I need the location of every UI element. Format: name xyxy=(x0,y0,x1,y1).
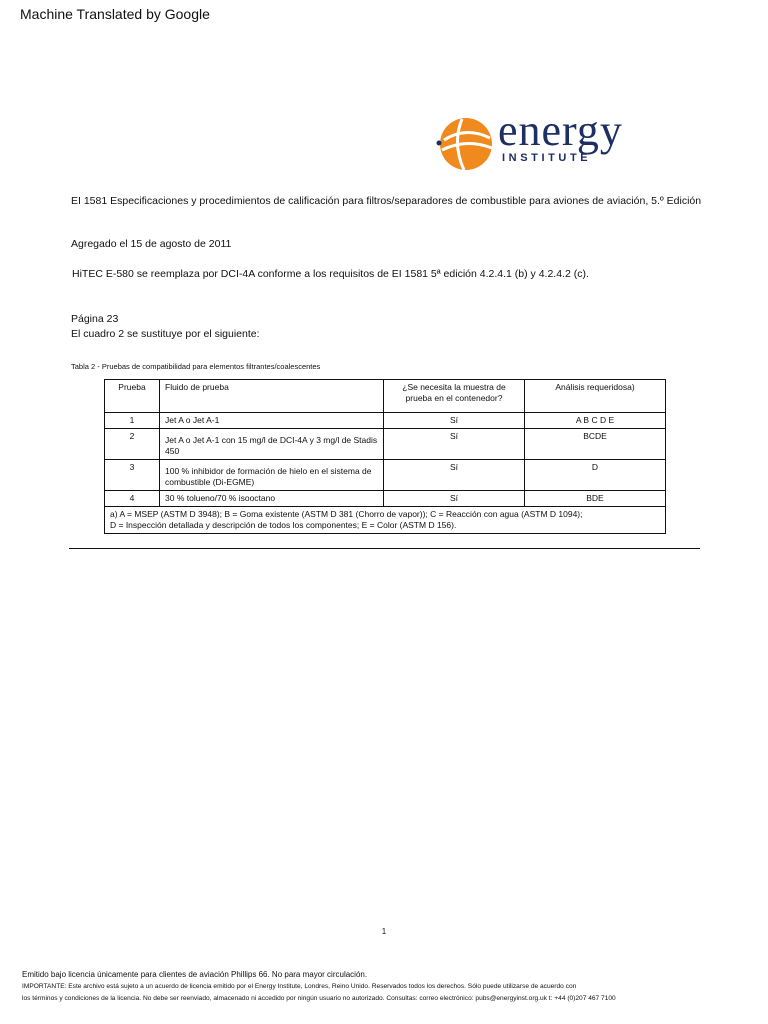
compatibility-table xyxy=(104,379,666,534)
table-note-row xyxy=(105,507,666,534)
replacement-notice: El cuadro 2 se sustituye por el siguiente: xyxy=(71,328,260,340)
machine-translation-banner: Machine Translated by Google xyxy=(20,6,210,22)
logo-subtitle: INSTITUTE xyxy=(502,152,592,164)
added-date: Agregado el 15 de agosto de 2011 xyxy=(71,238,232,250)
header-sample-needed: ¿Se necesita la muestra de prueba en el contenedor? xyxy=(384,380,525,413)
row-sample-needed: Sí xyxy=(384,413,525,429)
table-header-row xyxy=(105,380,666,413)
row-test: 4 xyxy=(105,491,160,507)
header-fluid: Fluido de prueba xyxy=(160,380,384,413)
row-fluid: Jet A o Jet A-1 xyxy=(160,413,384,429)
horizontal-divider xyxy=(69,548,700,549)
table-row xyxy=(105,413,666,429)
page-reference: Página 23 xyxy=(71,313,119,325)
table-caption: Tabla 2 - Pruebas de compatibilidad para elementos filtrantes/coalescentes xyxy=(71,362,321,371)
row-test: 2 xyxy=(105,429,160,460)
footnote-line-2: D = Inspección detallada y descripción de todos los componentes; E = Color (ASTM D 156). xyxy=(110,520,457,530)
row-fluid: 100 % inhibidor de formación de hielo en el sistema de combustible (Di-EGME) xyxy=(160,460,384,491)
row-test: 3 xyxy=(105,460,160,491)
license-footer: Emitido bajo licencia únicamente para clientes de aviación Phillips 66. No para mayor circulación. xyxy=(22,970,368,979)
row-sample-needed: Sí xyxy=(384,491,525,507)
row-test: 1 xyxy=(105,413,160,429)
document-title: EI 1581 Especificaciones y procedimientos de calificación para filtros/separadores de combustible para aviones de aviación, 5.º Edición xyxy=(71,195,702,207)
row-sample-needed: Sí xyxy=(384,460,525,491)
table-row xyxy=(105,429,666,460)
row-analysis: BDE xyxy=(525,491,666,507)
row-fluid: 30 % tolueno/70 % isooctano xyxy=(160,491,384,507)
table-row xyxy=(105,460,666,491)
page-number: 1 xyxy=(381,927,387,936)
table-footnote xyxy=(105,507,666,534)
footnote-line-1: a) A = MSEP (ASTM D 3948); B = Goma existente (ASTM D 381 (Chorro de vapor)); C = Reacción con agua (ASTM D 1094); xyxy=(110,509,583,519)
energy-institute-logo xyxy=(436,106,688,176)
logo-word: energy xyxy=(498,106,623,155)
header-analysis: Análisis requeridosa) xyxy=(525,380,666,413)
row-fluid: Jet A o Jet A-1 con 15 mg/l de DCI-4A y 3 mg/l de Stadis 450 xyxy=(160,429,384,460)
globe-logo-icon xyxy=(436,116,496,176)
table-row xyxy=(105,491,666,507)
row-analysis: A B C D E xyxy=(525,413,666,429)
row-sample-needed: Sí xyxy=(384,429,525,460)
license-notice-line-1: IMPORTANTE: Este archivo está sujeto a un acuerdo de licencia emitido por el Energy Institute, Londres, Reino Unido. Reservados todos los derechos. Sólo puede utilizarse de acuerdo con xyxy=(22,983,577,990)
row-analysis: BCDE xyxy=(525,429,666,460)
row-analysis: D xyxy=(525,460,666,491)
hitec-notice: HiTEC E-580 se reemplaza por DCI-4A conforme a los requisitos de EI 1581 5ª edición 4.2.4.1 (b) y 4.2.4.2 (c). xyxy=(72,268,589,280)
header-test: Prueba xyxy=(105,380,160,413)
license-notice-line-2: los términos y condiciones de la licencia. No debe ser reenviado, almacenado ni accedido por ningún usuario no autorizado. Consultas: correo electrónico: pubs@energyinst.org.uk t: +44 (0)207 467 7100 xyxy=(22,995,616,1002)
